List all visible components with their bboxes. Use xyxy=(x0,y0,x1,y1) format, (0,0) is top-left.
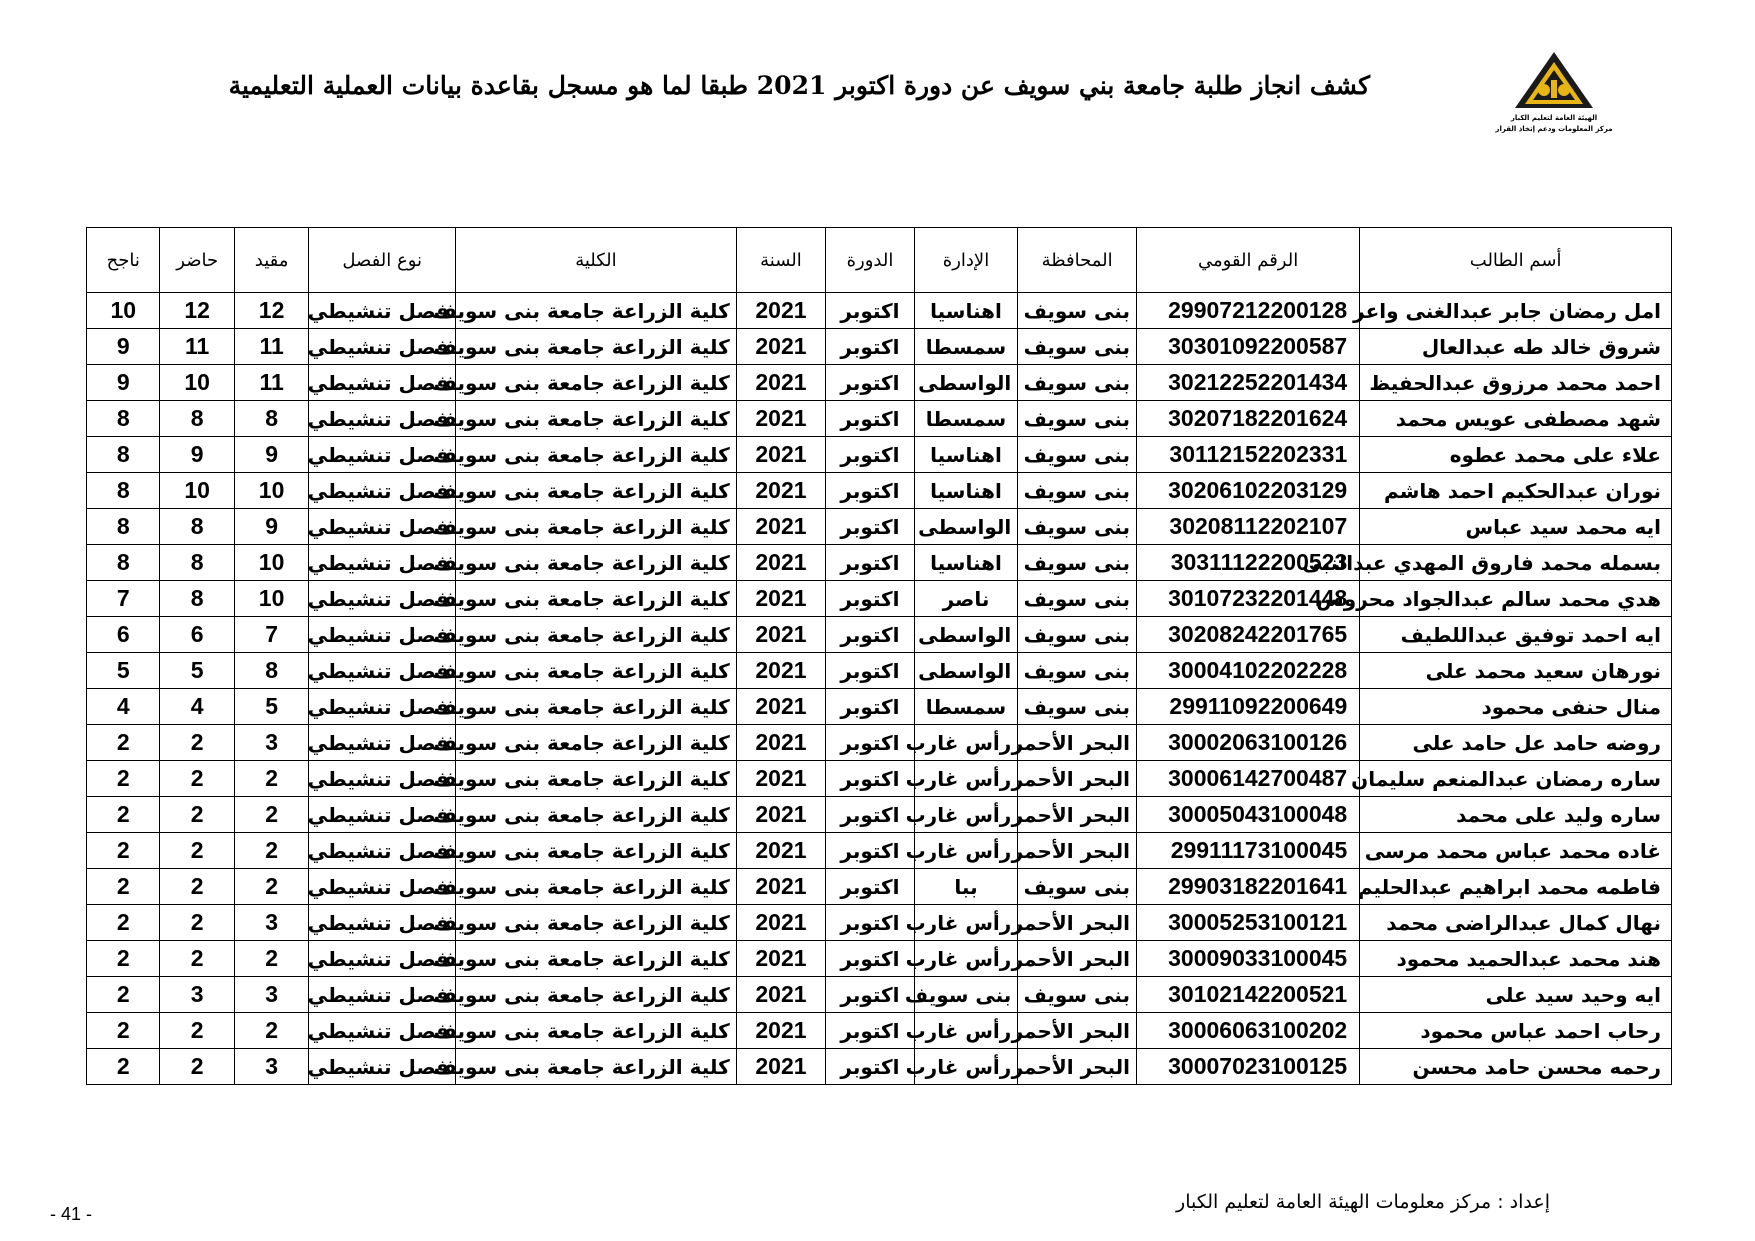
cell-class-type: فصل تنشيطي xyxy=(309,725,456,761)
table-row xyxy=(87,365,1672,401)
cell-student-name: هدي محمد سالم عبدالجواد محروس xyxy=(1360,581,1672,617)
cell-enrolled: 10 xyxy=(234,581,308,617)
cell-enrolled: 2 xyxy=(234,797,308,833)
table-row xyxy=(87,329,1672,365)
cell-passed: 8 xyxy=(87,401,160,437)
cell-passed: 2 xyxy=(87,761,160,797)
cell-year: 2021 xyxy=(736,401,826,437)
column-header-class-type: نوع الفصل xyxy=(309,228,456,293)
cell-governorate: بنى سويف xyxy=(1018,473,1137,509)
cell-attended: 2 xyxy=(160,797,234,833)
cell-year: 2021 xyxy=(736,725,826,761)
cell-class-type: فصل تنشيطي xyxy=(309,1013,456,1049)
cell-faculty: كلية الزراعة جامعة بنى سويف xyxy=(456,545,737,581)
cell-national-id: 30004102202228 xyxy=(1136,653,1359,689)
cell-enrolled: 11 xyxy=(234,365,308,401)
cell-faculty: كلية الزراعة جامعة بنى سويف xyxy=(456,509,737,545)
cell-year: 2021 xyxy=(736,833,826,869)
cell-administration: بنى سويف xyxy=(914,977,1018,1013)
table-row xyxy=(87,761,1672,797)
cell-attended: 2 xyxy=(160,941,234,977)
table-row xyxy=(87,653,1672,689)
students-table xyxy=(86,227,1672,1085)
cell-faculty: كلية الزراعة جامعة بنى سويف xyxy=(456,293,737,329)
cell-session: اكتوبر xyxy=(826,725,915,761)
cell-session: اكتوبر xyxy=(826,977,915,1013)
cell-passed: 2 xyxy=(87,725,160,761)
cell-session: اكتوبر xyxy=(826,617,915,653)
cell-faculty: كلية الزراعة جامعة بنى سويف xyxy=(456,653,737,689)
cell-governorate: البحر الأحمر xyxy=(1018,725,1137,761)
cell-governorate: بنى سويف xyxy=(1018,401,1137,437)
cell-class-type: فصل تنشيطي xyxy=(309,653,456,689)
cell-governorate: البحر الأحمر xyxy=(1018,905,1137,941)
column-header-attended: حاضر xyxy=(160,228,234,293)
cell-session: اكتوبر xyxy=(826,545,915,581)
cell-national-id: 29911173100045 xyxy=(1136,833,1359,869)
table-row xyxy=(87,797,1672,833)
cell-attended: 10 xyxy=(160,365,234,401)
cell-year: 2021 xyxy=(736,869,826,905)
cell-year: 2021 xyxy=(736,545,826,581)
cell-faculty: كلية الزراعة جامعة بنى سويف xyxy=(456,473,737,509)
cell-year: 2021 xyxy=(736,437,826,473)
cell-faculty: كلية الزراعة جامعة بنى سويف xyxy=(456,977,737,1013)
cell-class-type: فصل تنشيطي xyxy=(309,1049,456,1085)
cell-passed: 6 xyxy=(87,617,160,653)
cell-faculty: كلية الزراعة جامعة بنى سويف xyxy=(456,905,737,941)
column-header-year: السنة xyxy=(736,228,826,293)
cell-year: 2021 xyxy=(736,941,826,977)
cell-passed: 2 xyxy=(87,905,160,941)
cell-student-name: علاء على محمد عطوه xyxy=(1360,437,1672,473)
cell-passed: 2 xyxy=(87,833,160,869)
prepared-by-note: إعداد : مركز معلومات الهيئة العامة لتعليم الكبار xyxy=(1176,1191,1550,1213)
cell-class-type: فصل تنشيطي xyxy=(309,941,456,977)
cell-administration: سمسطا xyxy=(914,401,1018,437)
cell-national-id: 30107232201448 xyxy=(1136,581,1359,617)
cell-year: 2021 xyxy=(736,617,826,653)
cell-session: اكتوبر xyxy=(826,401,915,437)
cell-year: 2021 xyxy=(736,977,826,1013)
cell-faculty: كلية الزراعة جامعة بنى سويف xyxy=(456,833,737,869)
cell-class-type: فصل تنشيطي xyxy=(309,869,456,905)
cell-session: اكتوبر xyxy=(826,1049,915,1085)
cell-attended: 5 xyxy=(160,653,234,689)
column-header-enrolled: مقيد xyxy=(234,228,308,293)
cell-enrolled: 5 xyxy=(234,689,308,725)
cell-governorate: بنى سويف xyxy=(1018,617,1137,653)
cell-year: 2021 xyxy=(736,905,826,941)
cell-enrolled: 10 xyxy=(234,545,308,581)
cell-administration: رأس غارب xyxy=(914,905,1018,941)
document-title: كشف انجاز طلبة جامعة بني سويف عن دورة اكتوبر 2021 طبقا لما هو مسجل بقاعدة بيانات العملية التعليمية xyxy=(228,71,1370,100)
cell-year: 2021 xyxy=(736,365,826,401)
cell-session: اكتوبر xyxy=(826,941,915,977)
cell-session: اكتوبر xyxy=(826,1013,915,1049)
cell-faculty: كلية الزراعة جامعة بنى سويف xyxy=(456,689,737,725)
cell-year: 2021 xyxy=(736,1013,826,1049)
cell-passed: 2 xyxy=(87,797,160,833)
table-header-row xyxy=(87,228,1672,293)
cell-student-name: هند محمد عبدالحميد محمود xyxy=(1360,941,1672,977)
cell-passed: 8 xyxy=(87,545,160,581)
cell-faculty: كلية الزراعة جامعة بنى سويف xyxy=(456,725,737,761)
cell-faculty: كلية الزراعة جامعة بنى سويف xyxy=(456,761,737,797)
table-row xyxy=(87,509,1672,545)
cell-attended: 8 xyxy=(160,581,234,617)
cell-national-id: 30005043100048 xyxy=(1136,797,1359,833)
cell-passed: 8 xyxy=(87,473,160,509)
cell-session: اكتوبر xyxy=(826,365,915,401)
cell-session: اكتوبر xyxy=(826,689,915,725)
cell-session: اكتوبر xyxy=(826,653,915,689)
cell-national-id: 30007023100125 xyxy=(1136,1049,1359,1085)
cell-class-type: فصل تنشيطي xyxy=(309,365,456,401)
cell-administration: رأس غارب xyxy=(914,1049,1018,1085)
table-row xyxy=(87,545,1672,581)
cell-administration: رأس غارب xyxy=(914,941,1018,977)
cell-governorate: بنى سويف xyxy=(1018,365,1137,401)
cell-faculty: كلية الزراعة جامعة بنى سويف xyxy=(456,869,737,905)
cell-faculty: كلية الزراعة جامعة بنى سويف xyxy=(456,1013,737,1049)
cell-enrolled: 11 xyxy=(234,329,308,365)
cell-enrolled: 8 xyxy=(234,401,308,437)
cell-national-id: 30006063100202 xyxy=(1136,1013,1359,1049)
cell-enrolled: 7 xyxy=(234,617,308,653)
cell-national-id: 30207182201624 xyxy=(1136,401,1359,437)
cell-attended: 10 xyxy=(160,473,234,509)
cell-student-name: نورهان سعيد محمد على xyxy=(1360,653,1672,689)
cell-enrolled: 3 xyxy=(234,725,308,761)
column-header-session: الدورة xyxy=(826,228,915,293)
cell-enrolled: 3 xyxy=(234,905,308,941)
cell-year: 2021 xyxy=(736,329,826,365)
cell-attended: 12 xyxy=(160,293,234,329)
cell-enrolled: 8 xyxy=(234,653,308,689)
cell-administration: سمسطا xyxy=(914,329,1018,365)
table-row xyxy=(87,725,1672,761)
cell-national-id: 29911092200649 xyxy=(1136,689,1359,725)
cell-national-id: 30112152202331 xyxy=(1136,437,1359,473)
cell-administration: رأس غارب xyxy=(914,1013,1018,1049)
table-row xyxy=(87,437,1672,473)
cell-faculty: كلية الزراعة جامعة بنى سويف xyxy=(456,329,737,365)
cell-national-id: 29903182201641 xyxy=(1136,869,1359,905)
cell-class-type: فصل تنشيطي xyxy=(309,401,456,437)
cell-attended: 2 xyxy=(160,1013,234,1049)
cell-attended: 11 xyxy=(160,329,234,365)
cell-passed: 9 xyxy=(87,365,160,401)
cell-passed: 2 xyxy=(87,941,160,977)
table-row xyxy=(87,689,1672,725)
table-row xyxy=(87,1049,1672,1085)
cell-passed: 8 xyxy=(87,437,160,473)
cell-attended: 2 xyxy=(160,869,234,905)
cell-student-name: فاطمه محمد ابراهيم عبدالحليم xyxy=(1360,869,1672,905)
cell-enrolled: 2 xyxy=(234,761,308,797)
cell-administration: اهناسيا xyxy=(914,293,1018,329)
cell-student-name: احمد محمد مرزوق عبدالحفيظ xyxy=(1360,365,1672,401)
cell-administration: الواسطى xyxy=(914,653,1018,689)
logo-text-line2: مركز المعلومات ودعم إتخاذ القرار xyxy=(1495,125,1613,133)
column-header-administration: الإدارة xyxy=(914,228,1018,293)
cell-session: اكتوبر xyxy=(826,833,915,869)
table-body xyxy=(87,293,1672,1085)
cell-administration: الواسطى xyxy=(914,365,1018,401)
cell-student-name: منال حنفى محمود xyxy=(1360,689,1672,725)
cell-governorate: بنى سويف xyxy=(1018,689,1137,725)
cell-student-name: امل رمضان جابر عبدالغنى واعر xyxy=(1360,293,1672,329)
table-row xyxy=(87,293,1672,329)
cell-student-name: ساره وليد على محمد xyxy=(1360,797,1672,833)
cell-enrolled: 2 xyxy=(234,941,308,977)
cell-faculty: كلية الزراعة جامعة بنى سويف xyxy=(456,617,737,653)
cell-governorate: بنى سويف xyxy=(1018,437,1137,473)
cell-administration: رأس غارب xyxy=(914,833,1018,869)
cell-year: 2021 xyxy=(736,689,826,725)
cell-enrolled: 12 xyxy=(234,293,308,329)
cell-enrolled: 9 xyxy=(234,437,308,473)
cell-student-name: شروق خالد طه عبدالعال xyxy=(1360,329,1672,365)
cell-session: اكتوبر xyxy=(826,473,915,509)
cell-student-name: رحاب احمد عباس محمود xyxy=(1360,1013,1672,1049)
cell-administration: اهناسيا xyxy=(914,473,1018,509)
cell-enrolled: 3 xyxy=(234,977,308,1013)
cell-session: اكتوبر xyxy=(826,869,915,905)
cell-administration: سمسطا xyxy=(914,689,1018,725)
cell-administration: الواسطى xyxy=(914,509,1018,545)
cell-student-name: رحمه محسن حامد محسن xyxy=(1360,1049,1672,1085)
cell-passed: 2 xyxy=(87,1013,160,1049)
column-header-national-id: الرقم القومي xyxy=(1136,228,1359,293)
cell-year: 2021 xyxy=(736,293,826,329)
cell-national-id: 30212252201434 xyxy=(1136,365,1359,401)
cell-passed: 2 xyxy=(87,869,160,905)
cell-session: اكتوبر xyxy=(826,797,915,833)
table-row xyxy=(87,1013,1672,1049)
table-row xyxy=(87,401,1672,437)
cell-faculty: كلية الزراعة جامعة بنى سويف xyxy=(456,365,737,401)
cell-national-id: 30208242201765 xyxy=(1136,617,1359,653)
cell-governorate: البحر الأحمر xyxy=(1018,797,1137,833)
cell-governorate: بنى سويف xyxy=(1018,869,1137,905)
cell-attended: 4 xyxy=(160,689,234,725)
cell-year: 2021 xyxy=(736,473,826,509)
cell-passed: 5 xyxy=(87,653,160,689)
cell-attended: 2 xyxy=(160,1049,234,1085)
cell-national-id: 30005253100121 xyxy=(1136,905,1359,941)
cell-class-type: فصل تنشيطي xyxy=(309,797,456,833)
table-row xyxy=(87,473,1672,509)
cell-year: 2021 xyxy=(736,797,826,833)
cell-class-type: فصل تنشيطي xyxy=(309,509,456,545)
table-row xyxy=(87,833,1672,869)
cell-administration: اهناسيا xyxy=(914,545,1018,581)
cell-attended: 8 xyxy=(160,509,234,545)
cell-governorate: البحر الأحمر xyxy=(1018,833,1137,869)
cell-enrolled: 9 xyxy=(234,509,308,545)
cell-session: اكتوبر xyxy=(826,293,915,329)
cell-governorate: البحر الأحمر xyxy=(1018,761,1137,797)
cell-class-type: فصل تنشيطي xyxy=(309,293,456,329)
cell-national-id: 30002063100126 xyxy=(1136,725,1359,761)
cell-administration: الواسطى xyxy=(914,617,1018,653)
cell-year: 2021 xyxy=(736,509,826,545)
cell-faculty: كلية الزراعة جامعة بنى سويف xyxy=(456,797,737,833)
page-number: - 41 - xyxy=(50,1204,93,1224)
cell-year: 2021 xyxy=(736,1049,826,1085)
cell-governorate: بنى سويف xyxy=(1018,293,1137,329)
cell-passed: 4 xyxy=(87,689,160,725)
cell-national-id: 30301092200587 xyxy=(1136,329,1359,365)
cell-session: اكتوبر xyxy=(826,581,915,617)
cell-class-type: فصل تنشيطي xyxy=(309,689,456,725)
cell-administration: اهناسيا xyxy=(914,437,1018,473)
cell-attended: 6 xyxy=(160,617,234,653)
cell-student-name: روضه حامد عل حامد على xyxy=(1360,725,1672,761)
cell-class-type: فصل تنشيطي xyxy=(309,329,456,365)
cell-student-name: غاده محمد عباس محمد مرسى xyxy=(1360,833,1672,869)
cell-passed: 2 xyxy=(87,1049,160,1085)
cell-year: 2021 xyxy=(736,761,826,797)
cell-national-id: 30206102203129 xyxy=(1136,473,1359,509)
cell-attended: 8 xyxy=(160,545,234,581)
cell-passed: 8 xyxy=(87,509,160,545)
column-header-governorate: المحافظة xyxy=(1018,228,1137,293)
cell-enrolled: 3 xyxy=(234,1049,308,1085)
cell-faculty: كلية الزراعة جامعة بنى سويف xyxy=(456,941,737,977)
column-header-student-name: أسم الطالب xyxy=(1360,228,1672,293)
column-header-passed: ناجح xyxy=(87,228,160,293)
cell-year: 2021 xyxy=(736,653,826,689)
table-row xyxy=(87,869,1672,905)
cell-student-name: نوران عبدالحكيم احمد هاشم xyxy=(1360,473,1672,509)
cell-student-name: ايه احمد توفيق عبداللطيف xyxy=(1360,617,1672,653)
cell-attended: 8 xyxy=(160,401,234,437)
cell-national-id: 30208112202107 xyxy=(1136,509,1359,545)
cell-class-type: فصل تنشيطي xyxy=(309,545,456,581)
cell-class-type: فصل تنشيطي xyxy=(309,473,456,509)
table-row xyxy=(87,941,1672,977)
cell-national-id: 30102142200521 xyxy=(1136,977,1359,1013)
cell-student-name: ايه وحيد سيد على xyxy=(1360,977,1672,1013)
cell-class-type: فصل تنشيطي xyxy=(309,581,456,617)
cell-student-name: شهد مصطفى عويس محمد xyxy=(1360,401,1672,437)
cell-passed: 10 xyxy=(87,293,160,329)
cell-faculty: كلية الزراعة جامعة بنى سويف xyxy=(456,581,737,617)
cell-faculty: كلية الزراعة جامعة بنى سويف xyxy=(456,437,737,473)
cell-enrolled: 10 xyxy=(234,473,308,509)
cell-national-id: 30311122200523 xyxy=(1136,545,1359,581)
cell-student-name: نهال كمال عبدالراضى محمد xyxy=(1360,905,1672,941)
cell-class-type: فصل تنشيطي xyxy=(309,437,456,473)
cell-faculty: كلية الزراعة جامعة بنى سويف xyxy=(456,1049,737,1085)
logo-text-line1: الهيئة العامة لتعليم الكبار xyxy=(1510,114,1598,122)
cell-attended: 9 xyxy=(160,437,234,473)
cell-passed: 9 xyxy=(87,329,160,365)
cell-enrolled: 2 xyxy=(234,833,308,869)
cell-governorate: البحر الأحمر xyxy=(1018,1049,1137,1085)
cell-governorate: بنى سويف xyxy=(1018,653,1137,689)
cell-administration: رأس غارب xyxy=(914,725,1018,761)
table-row xyxy=(87,617,1672,653)
cell-enrolled: 2 xyxy=(234,1013,308,1049)
cell-attended: 2 xyxy=(160,761,234,797)
pyramid-logo-icon xyxy=(1495,50,1613,136)
cell-student-name: ايه محمد سيد عباس xyxy=(1360,509,1672,545)
cell-class-type: فصل تنشيطي xyxy=(309,761,456,797)
cell-session: اكتوبر xyxy=(826,905,915,941)
cell-class-type: فصل تنشيطي xyxy=(309,617,456,653)
cell-year: 2021 xyxy=(736,581,826,617)
cell-administration: ناصر xyxy=(914,581,1018,617)
table-row xyxy=(87,905,1672,941)
cell-governorate: بنى سويف xyxy=(1018,545,1137,581)
organization-logo xyxy=(1495,50,1613,136)
cell-class-type: فصل تنشيطي xyxy=(309,833,456,869)
cell-attended: 3 xyxy=(160,977,234,1013)
cell-governorate: البحر الأحمر xyxy=(1018,941,1137,977)
cell-passed: 7 xyxy=(87,581,160,617)
cell-class-type: فصل تنشيطي xyxy=(309,977,456,1013)
cell-national-id: 30009033100045 xyxy=(1136,941,1359,977)
table-row xyxy=(87,977,1672,1013)
cell-enrolled: 2 xyxy=(234,869,308,905)
cell-attended: 2 xyxy=(160,833,234,869)
cell-session: اكتوبر xyxy=(826,329,915,365)
cell-attended: 2 xyxy=(160,905,234,941)
cell-student-name: بسمله محمد فاروق المهدي عبدالنبى xyxy=(1360,545,1672,581)
cell-student-name: ساره رمضان عبدالمنعم سليمان xyxy=(1360,761,1672,797)
cell-national-id: 29907212200128 xyxy=(1136,293,1359,329)
cell-session: اكتوبر xyxy=(826,509,915,545)
cell-governorate: بنى سويف xyxy=(1018,509,1137,545)
cell-attended: 2 xyxy=(160,725,234,761)
cell-national-id: 30006142700487 xyxy=(1136,761,1359,797)
table-row xyxy=(87,581,1672,617)
cell-governorate: البحر الأحمر xyxy=(1018,1013,1137,1049)
cell-passed: 2 xyxy=(87,977,160,1013)
cell-governorate: بنى سويف xyxy=(1018,581,1137,617)
cell-governorate: بنى سويف xyxy=(1018,329,1137,365)
cell-session: اكتوبر xyxy=(826,761,915,797)
cell-administration: رأس غارب xyxy=(914,797,1018,833)
column-header-faculty: الكلية xyxy=(456,228,737,293)
cell-class-type: فصل تنشيطي xyxy=(309,905,456,941)
cell-faculty: كلية الزراعة جامعة بنى سويف xyxy=(456,401,737,437)
cell-governorate: بنى سويف xyxy=(1018,977,1137,1013)
cell-administration: رأس غارب xyxy=(914,761,1018,797)
cell-session: اكتوبر xyxy=(826,437,915,473)
cell-administration: ببا xyxy=(914,869,1018,905)
